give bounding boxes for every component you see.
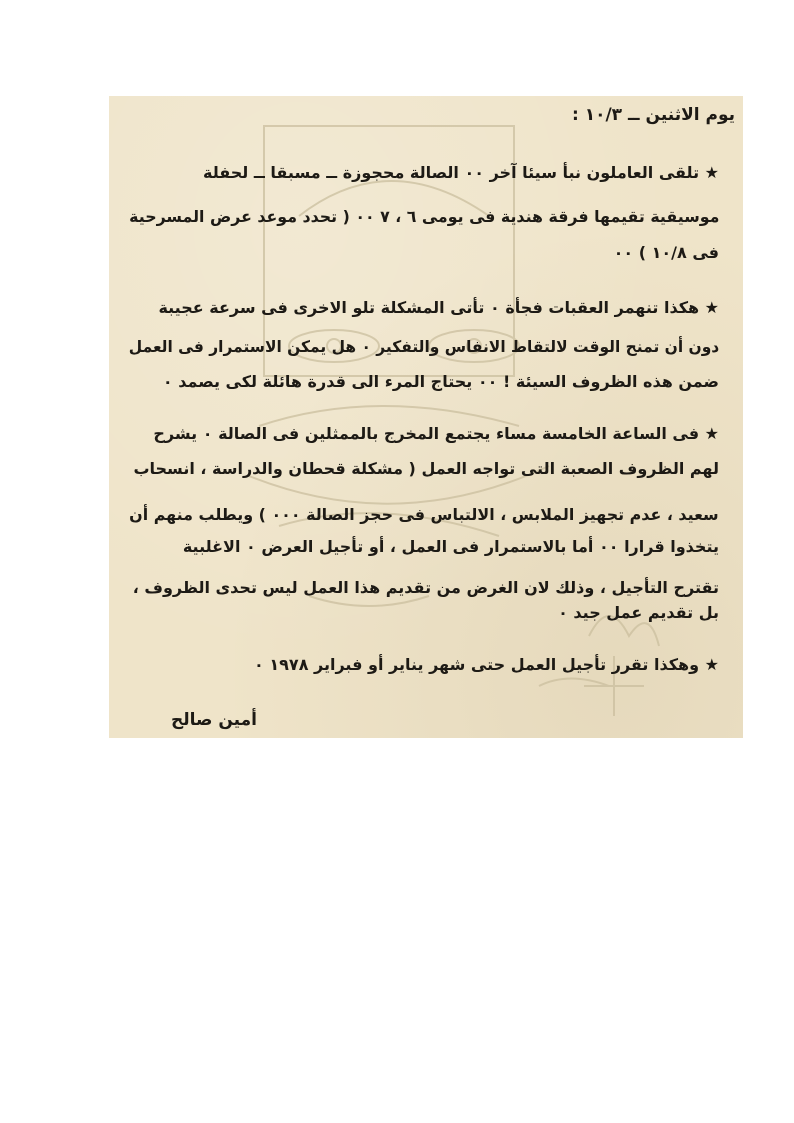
paragraph-2-line-3: ضمن هذه الظروف السيئة ! ٠٠ يحتاج المرء الى قدرة هائلة لكى يصمد ٠ bbox=[162, 372, 719, 391]
author-signature: أمين صالح bbox=[171, 710, 257, 730]
paragraph-3-line-1: ★ فى الساعة الخامسة مساء يجتمع المخرج بالممثلين فى الصالة ٠ يشرح bbox=[153, 424, 719, 443]
paragraph-3-line-4: يتخذوا قرارا ٠٠ أما بالاستمرار فى العمل ، أو تأجيل العرض ٠ الاغلبية bbox=[182, 537, 719, 556]
paragraph-3-line-3: سعيد ، عدم تجهيز الملابس ، الالتباس فى حجز الصالة ٠٠٠ ) ويطلب منهم أن bbox=[129, 505, 719, 524]
document-text bbox=[109, 96, 743, 738]
paragraph-1-line-2: موسيقية تقيمها فرقة هندية فى يومى ٦ ، ٧ ٠٠ ( تحدد موعد عرض المسرحية bbox=[128, 207, 719, 226]
paragraph-3-line-6: بل تقديم عمل جيد ٠ bbox=[558, 603, 719, 622]
paragraph-3-line-5: تقترح التأجيل ، وذلك لان الغرض من تقديم هذا العمل ليس تحدى الظروف ، bbox=[132, 578, 719, 597]
paragraph-4-line-1: ★ وهكذا تقرر تأجيل العمل حتى شهر يناير أو فبراير ١٩٧٨ ٠ bbox=[254, 655, 719, 674]
paragraph-3-line-2: لهم الظروف الصعبة التى تواجه العمل ( مشكلة قحطان والدراسة ، انسحاب bbox=[133, 459, 719, 478]
scanned-page bbox=[109, 96, 743, 738]
paragraph-1-line-1: ★ تلقى العاملون نبأ سيئا آخر ٠٠ الصالة محجوزة ــ مسبقا ــ لحفلة bbox=[203, 163, 719, 182]
paragraph-2-line-2: دون أن تمنح الوقت لالتقاط الانفاس والتفكير ٠ هل يمكن الاستمرار فى العمل bbox=[128, 337, 719, 356]
paragraph-2-line-1: ★ هكذا تنهمر العقبات فجأة ٠ تأتى المشكلة تلو الاخرى فى سرعة عجيبة bbox=[158, 298, 719, 317]
paragraph-1-line-3: فى ١٠/٨ ) ٠٠ bbox=[613, 243, 719, 262]
entry-heading: يوم الاثنين ــ ١٠/٣ : bbox=[572, 105, 735, 125]
